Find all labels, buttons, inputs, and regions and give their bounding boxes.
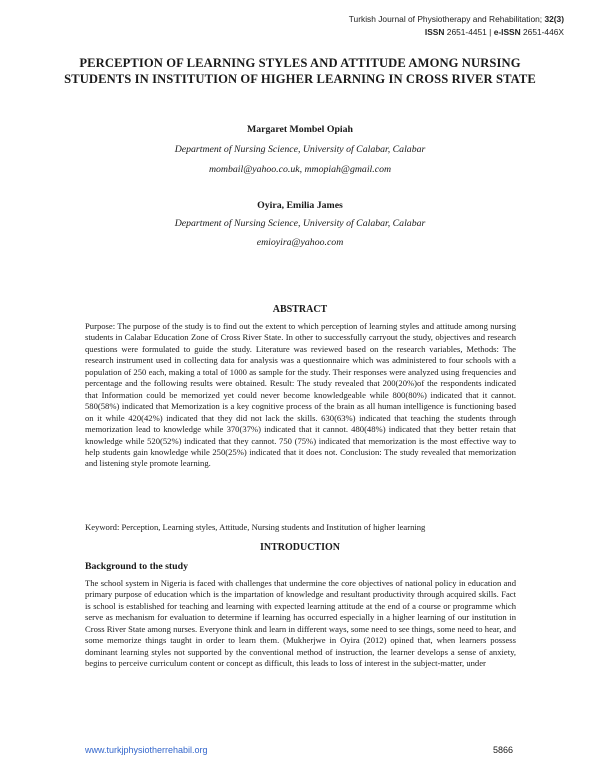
paper-title: PERCEPTION OF LEARNING STYLES AND ATTITUDE AMONG NURSING STUDENTS IN INSTITUTION OF HIGHER LEARNING IN CROSS RIVER STATE — [64, 56, 536, 86]
background-subheading: Background to the study — [85, 561, 188, 572]
author-1-name: Margaret Mombel Opiah — [247, 124, 353, 135]
author-1-affiliation: Department of Nursing Science, University of Calabar, Calabar — [174, 144, 426, 155]
author-2-email: emioyira@yahoo.com — [256, 237, 344, 248]
keywords-line: Keyword: Perception, Learning styles, Attitude, Nursing students and Institution of higher learning — [85, 522, 426, 532]
journal-name: Turkish Journal of Physiotherapy and Rehabilitation; — [348, 14, 543, 24]
issn-value: 2651-4451 — [446, 26, 487, 37]
eissn-value: 2651-446X — [523, 26, 564, 37]
journal-line — [349, 13, 564, 26]
issn-line — [349, 26, 564, 39]
author-2-name: Oyira, Emilia James — [257, 200, 343, 211]
author-1-email: mombail@yahoo.co.uk, mmopiah@gmail.com — [208, 164, 392, 175]
journal-volume: 32(3) — [544, 14, 564, 24]
page-number: 5866 — [492, 745, 513, 755]
author-2-affiliation: Department of Nursing Science, University of Calabar, Calabar — [174, 218, 426, 229]
abstract-heading: ABSTRACT — [272, 304, 328, 315]
issn-label: ISSN — [424, 26, 445, 37]
eissn-label: e-ISSN — [493, 26, 521, 37]
introduction-body: The school system in Nigeria is faced with challenges that undermine the core objectives of national policy in education and primary purpose of education which is the impartation of knowledge and resultant productivity through acquired skills. Fact is school is established for teaching and learning with expected learning attitude at the end of a course or programme which serve as mechanism for evaluation to determine if learning has occurred especially in a higher learning of our institution in Cross River State among nurses. Everyone think and learn in different ways, some need to see things, some need to hear, and some memorize things taught in order to learn them. (Mukherjwe in Oyira (2012) opined that, when learners possess dominant learning styles not supported by the conventional method of instruction, the learner develops a sense of anxiety, begins to perceive curriculum content or concept as difficult, this leads to loss of interest in the subject-matter, under — [85, 578, 516, 669]
abstract-body: Purpose: The purpose of the study is to find out the extent to which perception of learning styles and attitude among nursing students in Calabar Education Zone of Cross River State. In other to successfully carryout the study, objectives and research questions were formulated to guide the study. Literature was reviewed based on the research variables, Methods: The research instrument used in collecting data for analysis was a questionnaire which was administered to four schools with a population of 250 each, making a total of 1000 as sample for the study. Their responses were analyzed using frequencies and percentage and the following results were obtained. Result: The study revealed that 200(20%)of the respondents indicated that Information could be memorized yet could never become knowledgeable while 800(80%) indicated that it cannot. 580(58%) indicated that Memorization is a key cognitive process of the brain as all human intelligence is functioning based on it while 420(42%) indicated that they did not lack the skills. 630(63%) indicated that teaching the students through memorization lead to knowledge while 370(37%) indicated that it cannot. 480(48%) indicated that they better retain that knowledge while 520(52%) indicated that they cannot. 750 (75%) indicated that memorization is the most effective way to help students gain knowledge while 250(25%) indicated that it does not. Conclusion: The study revealed that memorization and listening style promote learning. — [85, 321, 516, 469]
journal-header — [349, 13, 564, 38]
introduction-heading: INTRODUCTION — [259, 542, 340, 553]
journal-website-link[interactable]: www.turkjphysiotherrehabil.org — [85, 745, 208, 755]
issn-separator: | — [489, 26, 492, 37]
